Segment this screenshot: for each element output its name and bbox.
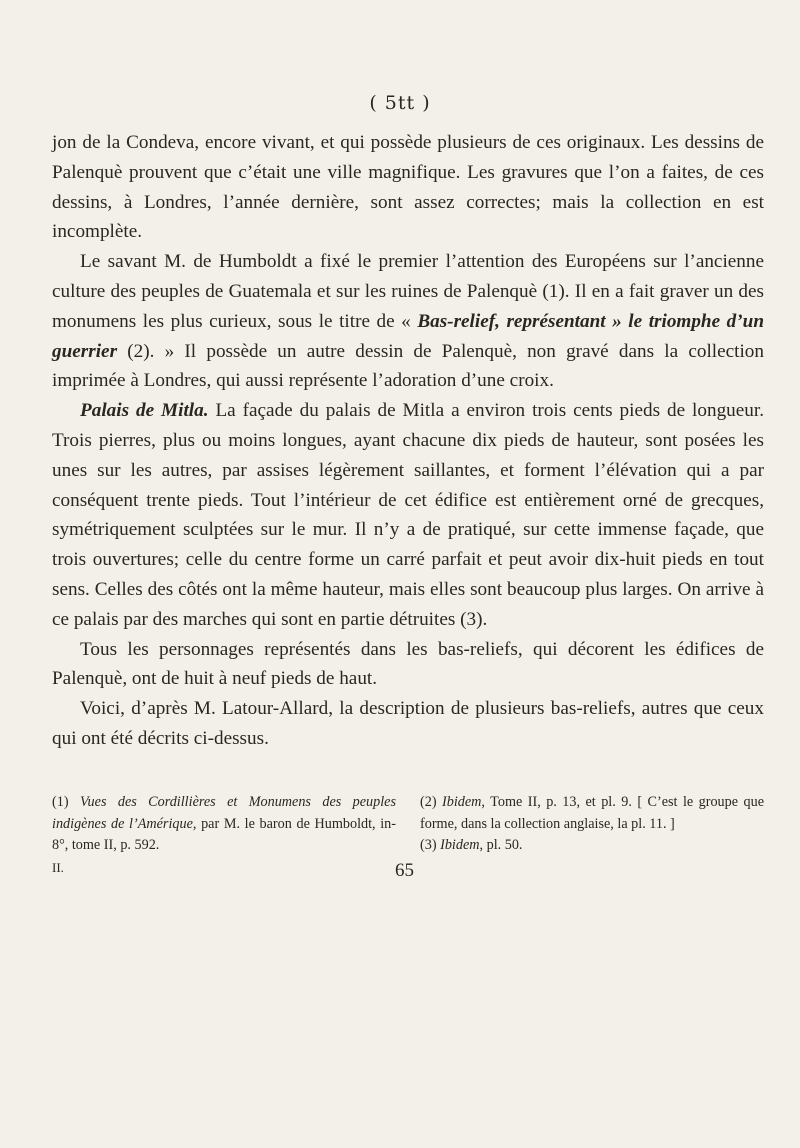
footnote-1-rest: , par M. le baron de Humboldt, in-8°, tome II, p. 592.: [52, 815, 397, 853]
footnote-1: [52, 792, 396, 857]
paragraph-2: [52, 247, 764, 396]
footnote-3: [420, 835, 764, 857]
section-title-mitla: Palais de Mitla.: [80, 400, 209, 422]
footnote-2-rest: , Tome II, p. 13, et pl. 9. [ C’est le groupe que forme, dans la collection anglaise, la pl. 11. ]: [420, 794, 764, 832]
paragraph-3-text: La façade du palais de Mitla a environ trois cents pieds de longueur. Trois pierres, plus ou moins longues, ayant chacune dix pieds de hauteur, sont posées les unes sur les autres, par assises légèrement saillantes, et forment l’élévation qui a par conséquent trente pieds. Tout l’intérieur de cet édifice est entièrement orné de grecques, symétriquement sculptées sur le mur. Il n’y a de pratiqué, sur cette immense façade, que trois ouvertures; celle du centre forme un carré parfait et peut avoir dix-huit pieds en tout sens. Celles des côtés ont la même hauteur, mais elles sont beaucoup plus larges. On arrive à ce palais par des marches qui sont en partie détruites (3).: [52, 400, 764, 630]
page-number: ( 5tt ): [369, 92, 431, 114]
footnote-3-ibidem: Ibidem: [440, 837, 480, 853]
paragraph-4: Tous les personnages représentés dans les bas-reliefs, qui décorent les édifices de Palenquè, ont de huit à neuf pieds de haut.: [52, 638, 764, 690]
footnote-3-number: (3): [420, 837, 441, 853]
signature-mark: II.: [52, 860, 64, 875]
footnote-2-number: (2): [420, 794, 443, 810]
footnote-2-ibidem: Ibidem: [442, 794, 482, 810]
paragraph-2-title: Bas-relief, représentant » le triomphe d’un guerrier: [52, 310, 764, 362]
folio-number: 65: [395, 860, 414, 881]
main-text: [52, 128, 764, 754]
footnote-1-title: Vues des Cordillières et Monumens des peuples indigènes de l’Amérique: [52, 794, 396, 832]
page-footer: [52, 860, 764, 882]
paragraph-3: [52, 396, 764, 634]
footnote-column-right: [420, 792, 764, 857]
paragraph-1: jon de la Condeva, encore vivant, et qui possède plusieurs de ces originaux. Les dessins de Palenquè prouvent que c’était une ville magnifique. Les gravures que l’on a faites, de ces dessins, à Londres, l’année dernière, sont assez correctes; mais la collection en est incomplète.: [52, 132, 764, 243]
footnote-1-number: (1): [52, 794, 80, 810]
paragraph-2-part-a: Le savant M. de Humboldt a fixé le premier l’attention des Européens sur l’ancienne culture des peuples de Guatemala et sur les ruines de Palenquè (1). Il en a fait graver un des monumens les plus curieux, sous le titre de «: [52, 251, 764, 332]
footnote-3-rest: , pl. 50.: [479, 837, 523, 853]
footnote-column-left: [52, 792, 396, 857]
paragraph-5: Voici, d’après M. Latour-Allard, la description de plusieurs bas-reliefs, autres que ceux qui ont été décrits ci-dessus.: [52, 698, 764, 749]
footnotes: [52, 792, 764, 857]
paragraph-2-part-b: (2). » Il possède un autre dessin de Palenquè, non gravé dans la collection imprimée à Londres, qui aussi représente l’adoration d’une croix.: [52, 340, 764, 392]
footnote-2: [420, 792, 764, 835]
